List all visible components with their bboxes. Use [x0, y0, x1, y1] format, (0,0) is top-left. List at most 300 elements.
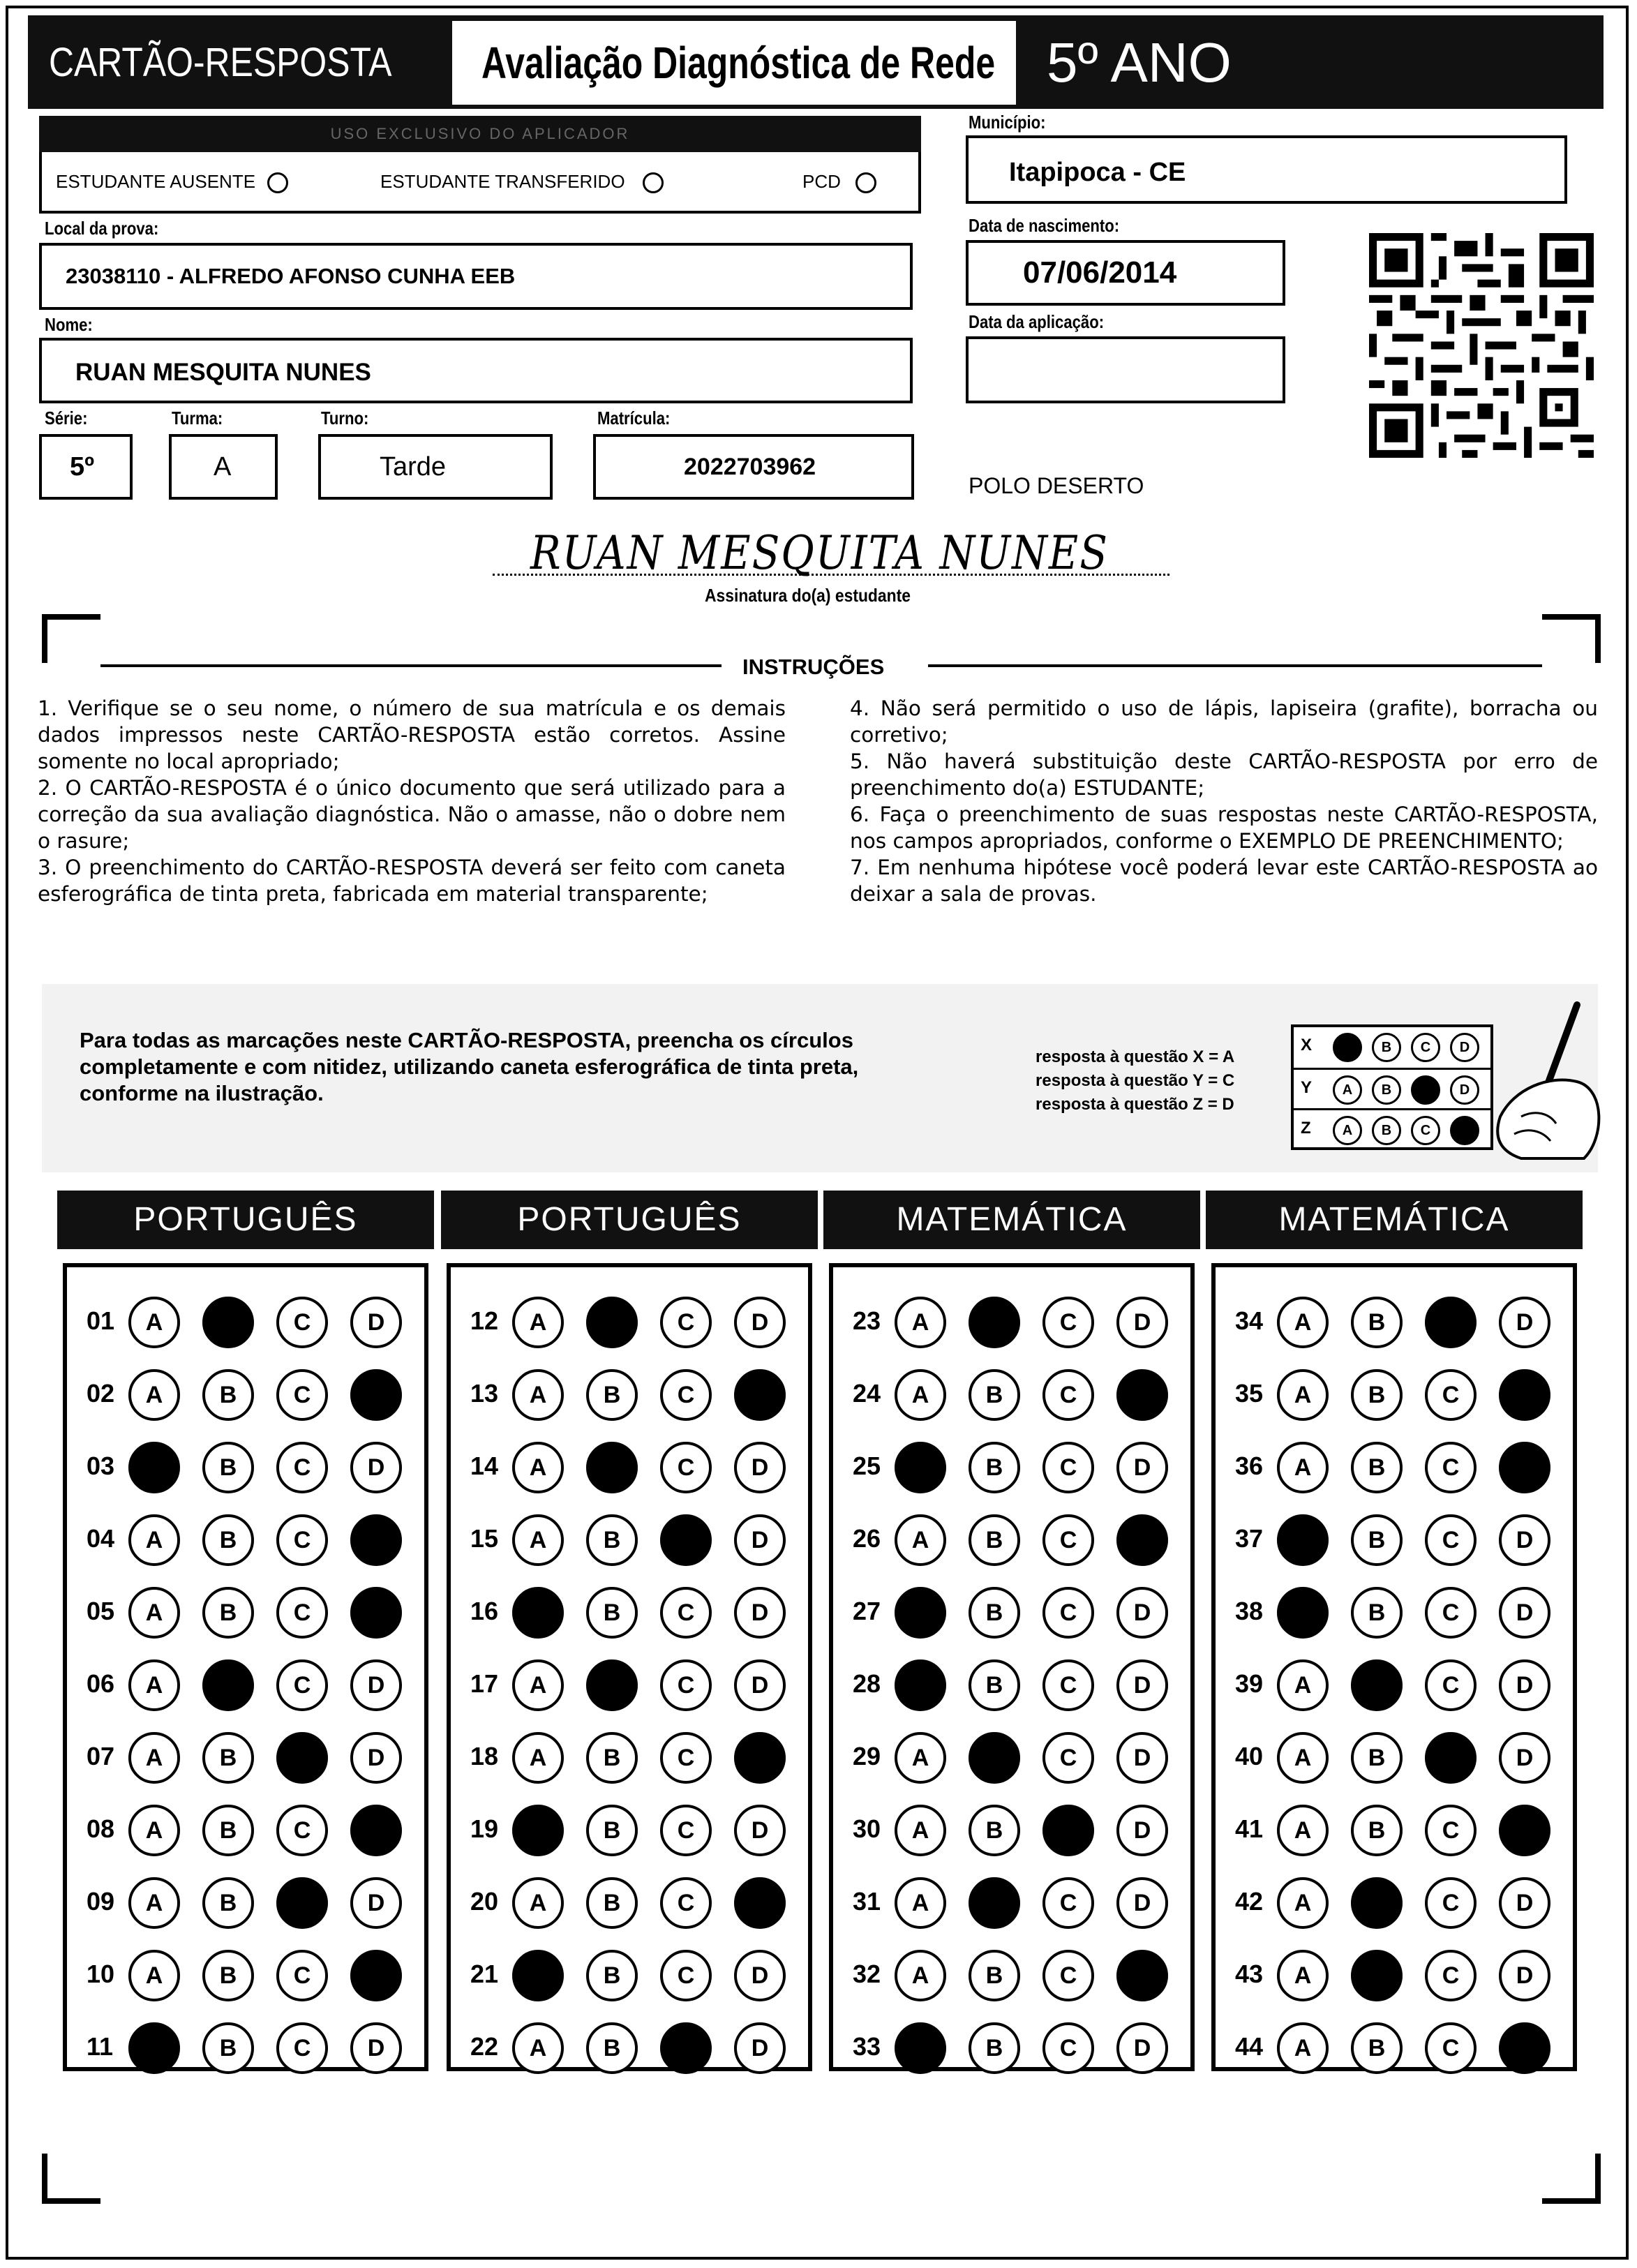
question-number: 26: [853, 1524, 881, 1553]
turno-label: Turno:: [321, 408, 369, 428]
answer-bubble-c[interactable]: C: [660, 2022, 712, 2074]
answer-bubble-b[interactable]: B: [586, 1877, 638, 1929]
answer-bubble-b[interactable]: B: [202, 1587, 254, 1639]
answer-bubble-d[interactable]: D: [1116, 1950, 1168, 2001]
answer-bubble-a[interactable]: A: [128, 1587, 180, 1639]
corner-mark-bottom-left-v: [42, 2154, 47, 2204]
question-number: 18: [470, 1742, 499, 1770]
answer-bubble-d[interactable]: D: [1116, 2022, 1168, 2074]
answer-bubble-a[interactable]: A: [1277, 1514, 1329, 1566]
answer-bubble-a[interactable]: A: [512, 1732, 564, 1784]
answer-bubble-a[interactable]: A: [512, 1877, 564, 1929]
answer-bubble-b[interactable]: B: [586, 1732, 638, 1784]
corner-mark-bottom-left: [42, 2198, 100, 2204]
answer-bubble-d[interactable]: D: [350, 1805, 402, 1856]
question-row: [1216, 1512, 1573, 1567]
question-number: 24: [853, 1379, 881, 1408]
instruction-2: 2. O CARTÃO-RESPOSTA é o único documento que será utilizado para a correção da sua avaliação diagnóstica. Não o amasse, não o dobre nem o rasure;: [38, 776, 786, 853]
answer-bubble-b[interactable]: B: [1351, 1805, 1403, 1856]
example-bubble-d: D: [1450, 1116, 1479, 1145]
answer-bubble-c[interactable]: C: [276, 1659, 328, 1711]
answer-bubble-b[interactable]: B: [586, 2022, 638, 2074]
example-bubble-d: D: [1450, 1033, 1479, 1062]
answer-bubble-c[interactable]: C: [1042, 1877, 1094, 1929]
answer-bubble-d[interactable]: D: [734, 1877, 786, 1929]
absent-option[interactable]: [56, 171, 288, 193]
answer-bubble-c[interactable]: C: [276, 1442, 328, 1493]
answer-bubble-c[interactable]: C: [1425, 1805, 1477, 1856]
answer-bubble-a[interactable]: A: [128, 1442, 180, 1493]
question-row: [67, 1874, 424, 1930]
question-row: [833, 1366, 1190, 1422]
answer-bubble-c[interactable]: C: [1042, 1587, 1094, 1639]
answer-bubble-b[interactable]: B: [969, 1369, 1020, 1421]
answer-bubble-b[interactable]: B: [1351, 1369, 1403, 1421]
matricula-label: Matrícula:: [597, 408, 671, 428]
answer-bubble-b[interactable]: B: [969, 1877, 1020, 1929]
question-number: 14: [470, 1452, 499, 1480]
answer-bubble-b[interactable]: B: [586, 1369, 638, 1421]
question-row: [1216, 1439, 1573, 1495]
answer-bubble-b[interactable]: B: [202, 2022, 254, 2074]
question-number: 04: [87, 1524, 115, 1553]
subject-header: MATEMÁTICA: [1206, 1191, 1583, 1249]
answer-bubble-d[interactable]: D: [1499, 1732, 1550, 1784]
answer-bubble-c[interactable]: C: [276, 1950, 328, 2001]
answer-bubble-c[interactable]: C: [1425, 1877, 1477, 1929]
answer-bubble-c[interactable]: C: [276, 2022, 328, 2074]
answer-bubble-c[interactable]: C: [276, 1877, 328, 1929]
local-value: 23038110 - ALFREDO AFONSO CUNHA EEB: [66, 264, 516, 288]
answer-bubble-a[interactable]: A: [128, 1950, 180, 2001]
answer-bubble-c[interactable]: C: [276, 1732, 328, 1784]
answer-bubble-d[interactable]: D: [1116, 1369, 1168, 1421]
answer-bubble-b[interactable]: B: [586, 1514, 638, 1566]
question-row: [67, 2020, 424, 2075]
answer-bubble-d[interactable]: D: [734, 1587, 786, 1639]
answer-bubble-a[interactable]: A: [128, 1659, 180, 1711]
question-number: 16: [470, 1597, 499, 1625]
answer-bubble-c[interactable]: C: [1042, 1805, 1094, 1856]
answer-bubble-a[interactable]: A: [895, 1805, 946, 1856]
answer-bubble-b[interactable]: B: [1351, 1877, 1403, 1929]
question-row: [451, 2020, 808, 2075]
answer-bubble-c[interactable]: C: [660, 1442, 712, 1493]
answer-bubble-b[interactable]: B: [969, 1442, 1020, 1493]
answer-bubble-d[interactable]: D: [1499, 1297, 1550, 1348]
answer-bubble-a[interactable]: A: [512, 1369, 564, 1421]
question-row: [1216, 1366, 1573, 1422]
answer-bubble-d[interactable]: D: [350, 1877, 402, 1929]
answer-bubble-d[interactable]: D: [1499, 1514, 1550, 1566]
example-bubble-c: C: [1411, 1116, 1440, 1145]
answer-bubble-d[interactable]: D: [350, 1514, 402, 1566]
answer-bubble-c[interactable]: C: [660, 1514, 712, 1566]
answer-bubble-a[interactable]: A: [1277, 1369, 1329, 1421]
answer-bubble-d[interactable]: D: [1116, 1805, 1168, 1856]
example-bubble-a: A: [1333, 1116, 1362, 1145]
answer-bubble-c[interactable]: C: [276, 1587, 328, 1639]
question-row: [67, 1366, 424, 1422]
answer-bubble-a[interactable]: A: [895, 1369, 946, 1421]
answer-bubble-b[interactable]: B: [1351, 1297, 1403, 1348]
answer-bubble-a[interactable]: A: [895, 1950, 946, 2001]
answer-bubble-b[interactable]: B: [586, 1442, 638, 1493]
answer-bubble-a[interactable]: A: [1277, 1732, 1329, 1784]
answer-bubble-a[interactable]: A: [128, 1514, 180, 1566]
answer-bubble-d[interactable]: D: [350, 1659, 402, 1711]
answer-bubble-a[interactable]: A: [512, 2022, 564, 2074]
answer-bubble-a[interactable]: A: [1277, 1297, 1329, 1348]
answer-bubble-a[interactable]: A: [895, 1297, 946, 1348]
aplicacao-label: Data da aplicação:: [969, 311, 1105, 332]
answer-bubble-b[interactable]: B: [969, 1659, 1020, 1711]
answer-bubble-d[interactable]: D: [734, 2022, 786, 2074]
subject-header: MATEMÁTICA: [823, 1191, 1200, 1249]
nome-value: RUAN MESQUITA NUNES: [75, 359, 371, 386]
answer-bubble-d[interactable]: D: [1499, 1950, 1550, 2001]
question-number: 10: [87, 1960, 115, 1988]
answer-bubble-c[interactable]: C: [660, 1732, 712, 1784]
example-row-label: Z: [1301, 1119, 1311, 1137]
answer-bubble-b[interactable]: B: [202, 1659, 254, 1711]
question-number: 01: [87, 1306, 115, 1335]
serie-label: Série:: [45, 408, 88, 428]
answer-bubble-c[interactable]: C: [1425, 1950, 1477, 2001]
answer-bubble-c[interactable]: C: [660, 1369, 712, 1421]
question-number: 22: [470, 2032, 499, 2061]
polo-value: POLO DESERTO: [969, 473, 1144, 498]
answer-bubble-b[interactable]: B: [202, 1732, 254, 1784]
question-number: 28: [853, 1669, 881, 1698]
answer-bubble-c[interactable]: C: [276, 1805, 328, 1856]
answer-bubble-a[interactable]: A: [512, 1805, 564, 1856]
answer-bubble-d[interactable]: D: [1116, 1732, 1168, 1784]
answer-bubble-a[interactable]: A: [1277, 1659, 1329, 1711]
answer-bubble-a[interactable]: A: [512, 1659, 564, 1711]
answer-bubble-d[interactable]: D: [350, 1369, 402, 1421]
answer-panel: [447, 1263, 812, 2071]
pcd-bubble[interactable]: [855, 172, 876, 193]
transfer-option[interactable]: [380, 171, 664, 193]
example-bubble-c: C: [1411, 1075, 1440, 1105]
turma-label: Turma:: [172, 408, 223, 428]
question-number: 40: [1235, 1742, 1264, 1770]
answer-bubble-a[interactable]: A: [512, 1587, 564, 1639]
answer-bubble-b[interactable]: B: [202, 1805, 254, 1856]
question-row: [451, 1439, 808, 1495]
answer-bubble-b[interactable]: B: [1351, 1442, 1403, 1493]
answer-bubble-d[interactable]: D: [1499, 1369, 1550, 1421]
answer-bubble-b[interactable]: B: [1351, 1950, 1403, 2001]
example-bubble-a: A: [1333, 1033, 1362, 1062]
question-row: [67, 1729, 424, 1785]
answer-bubble-a[interactable]: A: [1277, 2022, 1329, 2074]
answer-bubble-b[interactable]: B: [202, 1877, 254, 1929]
example-bubble-b: B: [1372, 1116, 1401, 1145]
question-row: [833, 1294, 1190, 1350]
question-row: [451, 1366, 808, 1422]
example-bubble-b: B: [1372, 1075, 1401, 1105]
answer-bubble-c[interactable]: C: [1425, 1514, 1477, 1566]
pcd-label: PCD: [802, 171, 841, 192]
question-row: [833, 1802, 1190, 1858]
answer-bubble-d[interactable]: D: [350, 1297, 402, 1348]
answer-bubble-d[interactable]: D: [734, 1950, 786, 2001]
absent-bubble[interactable]: [267, 172, 288, 193]
answer-bubble-b[interactable]: B: [969, 2022, 1020, 2074]
corner-mark-top-left-v: [42, 614, 47, 663]
example-row: [1294, 1068, 1490, 1110]
answer-bubble-c[interactable]: C: [1425, 1732, 1477, 1784]
question-row: [833, 1512, 1190, 1567]
answer-bubble-d[interactable]: D: [1499, 1877, 1550, 1929]
answer-bubble-b[interactable]: B: [586, 1805, 638, 1856]
instruction-7: 7. Em nenhuma hipótese você poderá levar este CARTÃO-RESPOSTA ao deixar a sala de provas.: [850, 856, 1598, 906]
answer-bubble-a[interactable]: A: [512, 1442, 564, 1493]
answer-bubble-a[interactable]: A: [1277, 1442, 1329, 1493]
answer-bubble-a[interactable]: A: [1277, 1950, 1329, 2001]
instruction-6: 6. Faça o preenchimento de suas respostas neste CARTÃO-RESPOSTA, nos campos apropriados, conforme o EXEMPLO DE PREENCHIMENTO;: [850, 803, 1598, 853]
answer-bubble-a[interactable]: A: [1277, 1805, 1329, 1856]
question-row: [1216, 1802, 1573, 1858]
answer-bubble-c[interactable]: C: [1042, 1514, 1094, 1566]
question-number: 03: [87, 1452, 115, 1480]
answer-bubble-b[interactable]: B: [586, 1950, 638, 2001]
answer-bubble-a[interactable]: A: [512, 1297, 564, 1348]
answer-bubble-b[interactable]: B: [586, 1659, 638, 1711]
matricula-value: 2022703962: [684, 454, 816, 480]
local-label: Local da prova:: [45, 218, 159, 239]
answer-bubble-c[interactable]: C: [1042, 1659, 1094, 1711]
answer-bubble-c[interactable]: C: [1425, 1587, 1477, 1639]
pcd-option[interactable]: [802, 171, 876, 193]
answer-bubble-d[interactable]: D: [734, 1514, 786, 1566]
instructions-title: INSTRUÇÕES: [742, 655, 885, 679]
question-number: 43: [1235, 1960, 1264, 1988]
question-number: 37: [1235, 1524, 1264, 1553]
answer-bubble-c[interactable]: C: [660, 1877, 712, 1929]
example-row-label: Y: [1301, 1078, 1313, 1097]
answer-bubble-d[interactable]: D: [1116, 1514, 1168, 1566]
answer-bubble-c[interactable]: C: [660, 1950, 712, 2001]
answer-bubble-c[interactable]: C: [1042, 1950, 1094, 2001]
question-number: 12: [470, 1306, 499, 1335]
answer-bubble-a[interactable]: A: [512, 1514, 564, 1566]
question-row: [833, 1657, 1190, 1713]
answer-bubble-c[interactable]: C: [1042, 1369, 1094, 1421]
answer-bubble-c[interactable]: C: [1425, 1659, 1477, 1711]
answer-bubble-d[interactable]: D: [734, 1805, 786, 1856]
question-row: [67, 1657, 424, 1713]
question-number: 02: [87, 1379, 115, 1408]
question-row: [67, 1947, 424, 2003]
answer-bubble-a[interactable]: A: [512, 1950, 564, 2001]
answer-bubble-b[interactable]: B: [1351, 1587, 1403, 1639]
question-row: [1216, 1584, 1573, 1640]
example-row-label: X: [1301, 1036, 1313, 1054]
example-legend-y: resposta à questão Y = C: [1036, 1071, 1235, 1090]
answer-bubble-a[interactable]: A: [128, 1369, 180, 1421]
question-number: 36: [1235, 1452, 1264, 1480]
answer-bubble-b[interactable]: B: [969, 1297, 1020, 1348]
answer-bubble-c[interactable]: C: [1425, 1442, 1477, 1493]
answer-bubble-a[interactable]: A: [128, 1732, 180, 1784]
example-bubble-a: A: [1333, 1075, 1362, 1105]
answer-bubble-b[interactable]: B: [202, 1442, 254, 1493]
answer-bubble-a[interactable]: A: [128, 1805, 180, 1856]
question-number: 42: [1235, 1887, 1264, 1916]
answer-bubble-b[interactable]: B: [586, 1587, 638, 1639]
instructions-left-column: [38, 695, 786, 907]
absent-label: ESTUDANTE AUSENTE: [56, 171, 256, 192]
answer-bubble-c[interactable]: C: [1042, 1297, 1094, 1348]
question-row: [1216, 1947, 1573, 2003]
answer-bubble-c[interactable]: C: [660, 1659, 712, 1711]
question-row: [451, 1294, 808, 1350]
answer-bubble-c[interactable]: C: [1042, 2022, 1094, 2074]
answer-bubble-a[interactable]: A: [1277, 1587, 1329, 1639]
corner-mark-top-right: [1542, 614, 1601, 620]
answer-bubble-b[interactable]: B: [969, 1805, 1020, 1856]
question-row: [67, 1294, 424, 1350]
answer-bubble-c[interactable]: C: [1042, 1732, 1094, 1784]
answer-bubble-d[interactable]: D: [1499, 1442, 1550, 1493]
answer-bubble-a[interactable]: A: [895, 1514, 946, 1566]
answer-bubble-d[interactable]: D: [734, 1442, 786, 1493]
answer-bubble-d[interactable]: D: [350, 1732, 402, 1784]
answer-bubble-c[interactable]: C: [276, 1297, 328, 1348]
question-row: [1216, 1657, 1573, 1713]
answer-bubble-d[interactable]: D: [1116, 1442, 1168, 1493]
answer-bubble-a[interactable]: A: [895, 1587, 946, 1639]
answer-bubble-c[interactable]: C: [660, 1805, 712, 1856]
answer-bubble-c[interactable]: C: [660, 1297, 712, 1348]
answer-bubble-d[interactable]: D: [734, 1659, 786, 1711]
example-row: [1294, 1108, 1490, 1151]
answer-bubble-b[interactable]: B: [202, 1369, 254, 1421]
answer-bubble-d[interactable]: D: [734, 1369, 786, 1421]
answer-bubble-d[interactable]: D: [350, 1587, 402, 1639]
answer-bubble-d[interactable]: D: [350, 1442, 402, 1493]
question-number: 05: [87, 1597, 115, 1625]
card-title: CARTÃO-RESPOSTA: [49, 40, 392, 85]
signature-label: Assinatura do(a) estudante: [705, 585, 911, 606]
answer-bubble-d[interactable]: D: [1499, 1659, 1550, 1711]
question-row: [67, 1439, 424, 1495]
transfer-bubble[interactable]: [643, 172, 664, 193]
answer-bubble-a[interactable]: A: [895, 1732, 946, 1784]
answer-bubble-a[interactable]: A: [895, 2022, 946, 2074]
question-number: 11: [87, 2032, 114, 2061]
question-row: [833, 1584, 1190, 1640]
answer-bubble-b[interactable]: B: [586, 1297, 638, 1348]
question-row: [1216, 2020, 1573, 2075]
question-number: 25: [853, 1452, 881, 1480]
answer-bubble-d[interactable]: D: [1116, 1587, 1168, 1639]
answer-bubble-c[interactable]: C: [276, 1514, 328, 1566]
municipio-value: Itapipoca - CE: [1009, 158, 1186, 187]
answer-bubble-b[interactable]: B: [969, 1732, 1020, 1784]
answer-bubble-d[interactable]: D: [1116, 1659, 1168, 1711]
question-number: 44: [1235, 2032, 1264, 2061]
instructions-rule-right: [928, 664, 1542, 667]
answer-bubble-c[interactable]: C: [1042, 1442, 1094, 1493]
answer-panel: [1211, 1263, 1577, 2071]
answer-bubble-a[interactable]: A: [895, 1442, 946, 1493]
turma-value: A: [214, 452, 232, 482]
answer-bubble-b[interactable]: B: [202, 1950, 254, 2001]
answer-bubble-b[interactable]: B: [1351, 1514, 1403, 1566]
answer-bubble-b[interactable]: B: [1351, 1732, 1403, 1784]
question-row: [833, 1729, 1190, 1785]
question-number: 34: [1235, 1306, 1264, 1335]
example-bubble-d: D: [1450, 1075, 1479, 1105]
answer-bubble-a[interactable]: A: [128, 2022, 180, 2074]
answer-bubble-b[interactable]: B: [202, 1514, 254, 1566]
answer-bubble-c[interactable]: C: [1425, 2022, 1477, 2074]
question-number: 06: [87, 1669, 115, 1698]
answer-bubble-c[interactable]: C: [1425, 1369, 1477, 1421]
answer-bubble-d[interactable]: D: [350, 1950, 402, 2001]
question-row: [451, 1584, 808, 1640]
answer-bubble-b[interactable]: B: [969, 1587, 1020, 1639]
aplicacao-field[interactable]: [966, 336, 1285, 403]
answer-bubble-b[interactable]: B: [202, 1297, 254, 1348]
nascimento-value: 07/06/2014: [1023, 255, 1177, 290]
example-text: Para todas as marcações neste CARTÃO-RESPOSTA, preencha os círculos completamente e com nitidez, utilizando caneta esferográfica de tinta preta, conforme na ilustração.: [80, 1028, 859, 1105]
instruction-3: 3. O preenchimento do CARTÃO-RESPOSTA deverá ser feito com caneta esferográfica de tinta preta, fabricada em material transparente;: [38, 856, 786, 906]
instructions-rule-left: [100, 664, 722, 667]
answer-bubble-d[interactable]: D: [1499, 1587, 1550, 1639]
answer-bubble-d[interactable]: D: [1116, 1877, 1168, 1929]
answer-bubble-c[interactable]: C: [276, 1369, 328, 1421]
instruction-4: 4. Não será permitido o uso de lápis, lapiseira (grafite), borracha ou corretivo;: [850, 696, 1598, 747]
answer-bubble-a[interactable]: A: [1277, 1877, 1329, 1929]
question-row: [451, 1802, 808, 1858]
subject-header: PORTUGUÊS: [441, 1191, 818, 1249]
answer-bubble-c[interactable]: C: [1425, 1297, 1477, 1348]
nome-label: Nome:: [45, 314, 93, 335]
answer-bubble-a[interactable]: A: [895, 1877, 946, 1929]
answer-bubble-a[interactable]: A: [128, 1297, 180, 1348]
subject-header: PORTUGUÊS: [57, 1191, 434, 1249]
example-legend-z: resposta à questão Z = D: [1036, 1095, 1234, 1114]
answer-bubble-d[interactable]: D: [734, 1732, 786, 1784]
corner-mark-top-right-v: [1595, 614, 1601, 663]
answer-bubble-b[interactable]: B: [969, 1950, 1020, 2001]
answer-bubble-d[interactable]: D: [350, 2022, 402, 2074]
answer-bubble-b[interactable]: B: [1351, 1659, 1403, 1711]
instructions-right-column: [850, 695, 1598, 907]
answer-bubble-c[interactable]: C: [660, 1587, 712, 1639]
answer-bubble-d[interactable]: D: [1499, 1805, 1550, 1856]
transfer-label: ESTUDANTE TRANSFERIDO: [380, 171, 625, 192]
answer-panel: [829, 1263, 1195, 2071]
question-number: 39: [1235, 1669, 1264, 1698]
question-row: [451, 1657, 808, 1713]
answer-bubble-b[interactable]: B: [969, 1514, 1020, 1566]
answer-bubble-d[interactable]: D: [1499, 2022, 1550, 2074]
question-number: 27: [853, 1597, 881, 1625]
answer-bubble-d[interactable]: D: [734, 1297, 786, 1348]
answer-bubble-a[interactable]: A: [895, 1659, 946, 1711]
question-number: 35: [1235, 1379, 1264, 1408]
question-number: 20: [470, 1887, 499, 1916]
answer-bubble-a[interactable]: A: [128, 1877, 180, 1929]
answer-bubble-d[interactable]: D: [1116, 1297, 1168, 1348]
answer-bubble-b[interactable]: B: [1351, 2022, 1403, 2074]
